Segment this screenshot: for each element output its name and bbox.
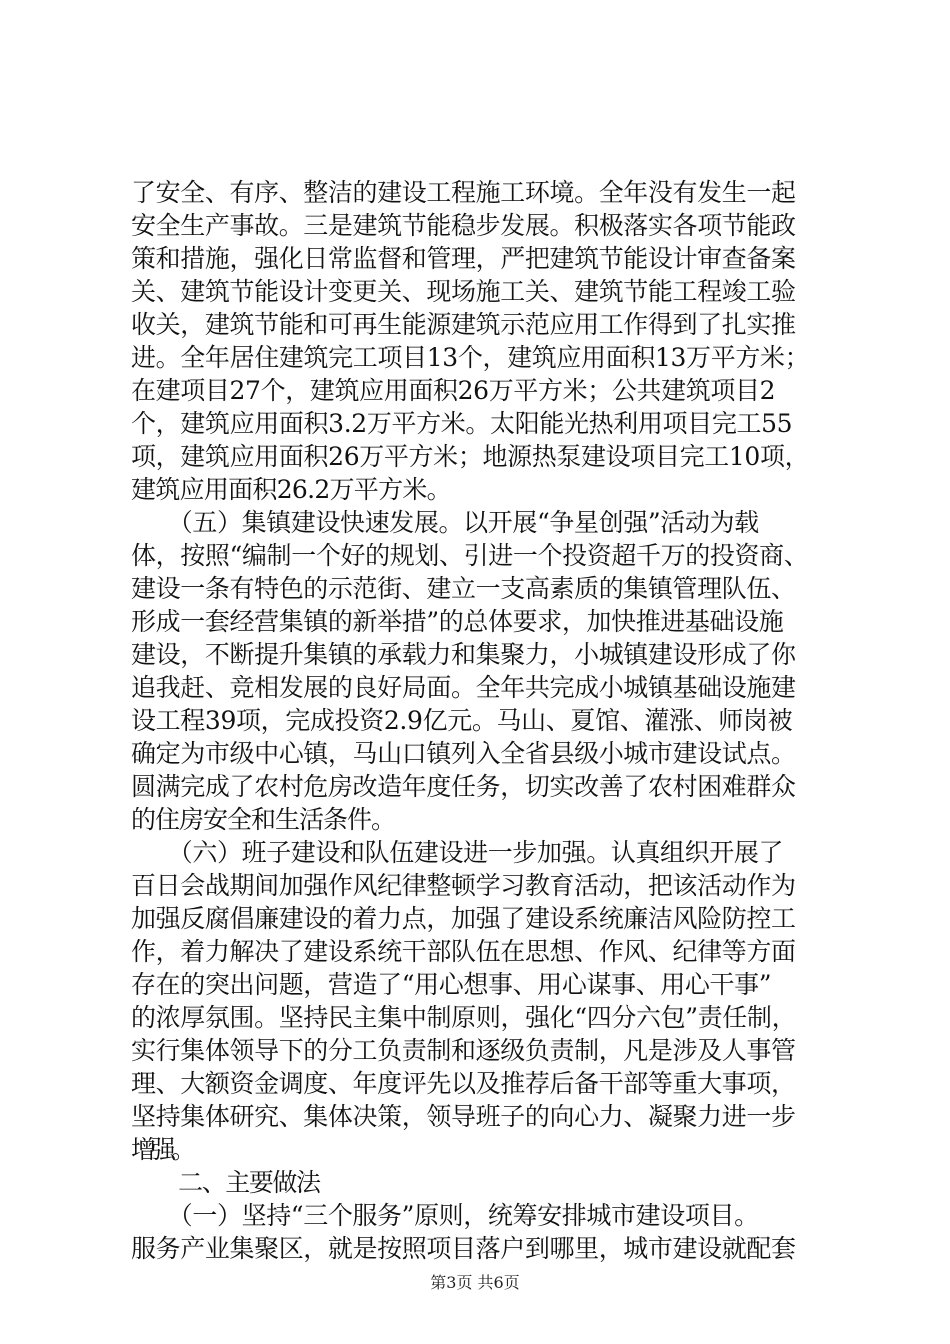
text-line: 理、大额资金调度、年度评先以及推荐后备干部等重大事项， bbox=[131, 1069, 796, 1098]
text-line: 实行集体领导下的分工负责制和逐级负责制，凡是涉及人事管 bbox=[131, 1036, 796, 1065]
text-line: 服务产业集聚区，就是按照项目落户到哪里，城市建设就配套 bbox=[131, 1234, 796, 1263]
text-line: 关、建筑节能设计变更关、现场施工关、建筑节能工程竣工验 bbox=[131, 277, 796, 306]
text-line: 的浓厚氛围。坚持民主集中制原则，强化“四分六包”责任制， bbox=[131, 1003, 797, 1032]
text-line: 百日会战期间加强作风纪律整顿学习教育活动，把该活动作为 bbox=[131, 871, 796, 900]
text-line: 确定为市级中心镇，马山口镇列入全省县级小城市建设试点。 bbox=[131, 739, 796, 768]
text-line: 增强。 bbox=[131, 1135, 192, 1164]
text-line: 设工程39项，完成投资2.9亿元。马山、夏馆、灌涨、师岗被 bbox=[131, 706, 793, 735]
text-line: 了安全、有序、整洁的建设工程施工环境。全年没有发生一起 bbox=[131, 178, 796, 207]
paragraph-heading-6: （六）班子建设和队伍建设进一步加强。认真组织开展了 bbox=[131, 838, 784, 867]
text-line: 加强反腐倡廉建设的着力点，加强了建设系统廉洁风险防控工 bbox=[131, 904, 796, 933]
text-line: 坚持集体研究、集体决策，领导班子的向心力、凝聚力进一步 bbox=[131, 1102, 796, 1131]
text-line: 建筑应用面积26.2万平方米。 bbox=[131, 475, 451, 504]
text-line: 追我赶、竞相发展的良好局面。全年共完成小城镇基础设施建 bbox=[131, 673, 796, 702]
paragraph-heading-1: （一）坚持“三个服务”原则，统筹安排城市建设项目。 bbox=[131, 1201, 759, 1230]
text-line: 个，建筑应用面积3.2万平方米。太阳能光热利用项目完工55 bbox=[131, 409, 793, 438]
section-heading: 二、主要做法 bbox=[131, 1168, 320, 1197]
page-number-footer: 第3页 共6页 bbox=[430, 1273, 520, 1292]
text-line: 圆满完成了农村危房改造年度任务，切实改善了农村困难群众 bbox=[131, 772, 796, 801]
text-line: 形成一套经营集镇的新举措”的总体要求，加快推进基础设施 bbox=[131, 607, 784, 636]
text-line: 安全生产事故。三是建筑节能稳步发展。积极落实各项节能政 bbox=[131, 211, 796, 240]
text-line: 建设，不断提升集镇的承载力和集聚力，小城镇建设形成了你 bbox=[131, 640, 796, 669]
text-line: 的住房安全和生活条件。 bbox=[131, 805, 396, 834]
paragraph-heading-5: （五）集镇建设快速发展。以开展“争星创强”活动为载 bbox=[131, 508, 759, 537]
text-line: 建设一条有特色的示范街、建立一支高素质的集镇管理队伍、 bbox=[131, 574, 796, 603]
text-line: 收关，建筑节能和可再生能源建筑示范应用工作得到了扎实推 bbox=[131, 310, 796, 339]
text-line: 存在的突出问题，营造了“用心想事、用心谋事、用心干事” bbox=[131, 970, 772, 999]
text-line: 在建项目27个，建筑应用面积26万平方米；公共建筑项目2 bbox=[131, 376, 776, 405]
text-line: 策和措施，强化日常监督和管理，严把建筑节能设计审查备案 bbox=[131, 244, 796, 273]
text-line: 项，建筑应用面积26万平方米；地源热泵建设项目完工10项， bbox=[131, 442, 810, 471]
text-line: 进。全年居住建筑完工项目13个，建筑应用面积13万平方米； bbox=[131, 343, 810, 372]
text-line: 作，着力解决了建设系统干部队伍在思想、作风、纪律等方面 bbox=[131, 937, 796, 966]
text-line: 体，按照“编制一个好的规划、引进一个投资超千万的投资商、 bbox=[131, 541, 809, 570]
